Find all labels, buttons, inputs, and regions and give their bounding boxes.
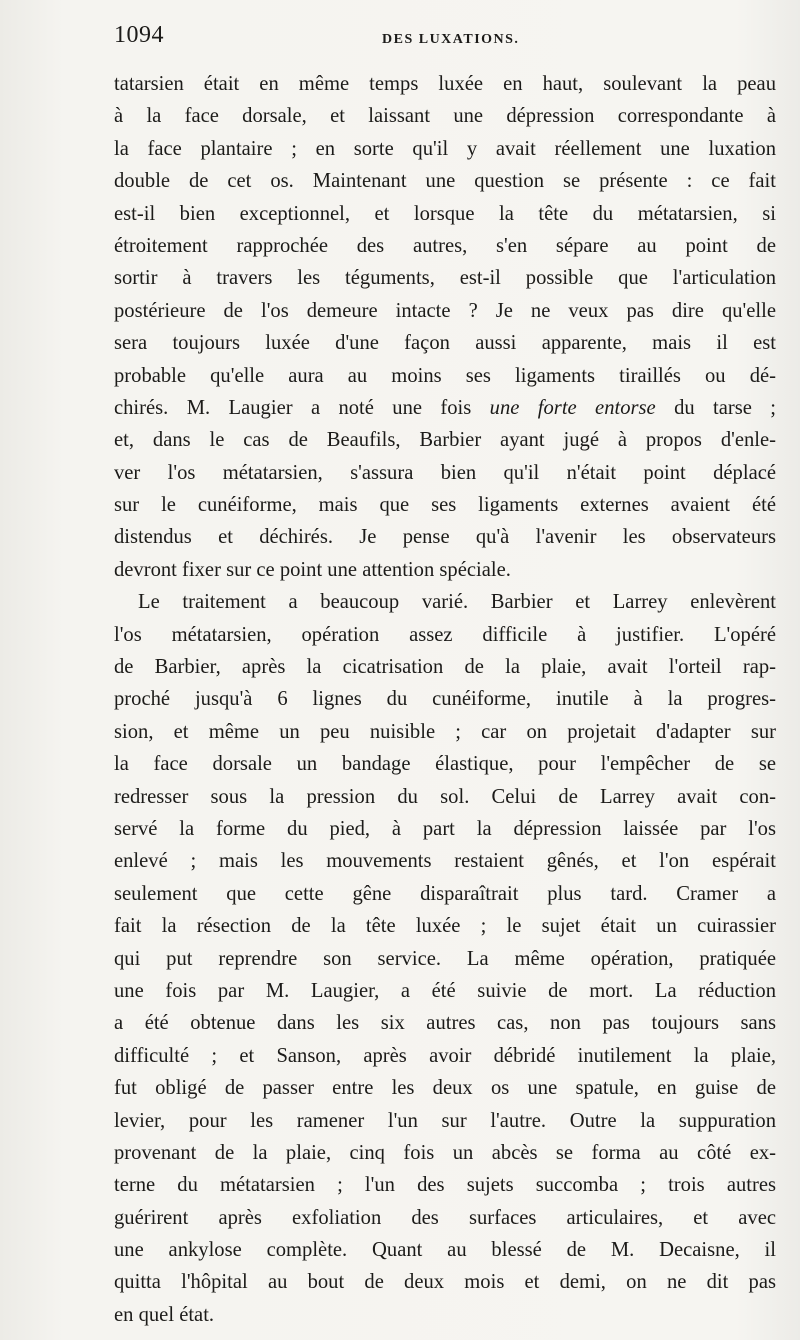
text-line: sera toujours luxée d'une façon aussi apparente, mais il est bbox=[114, 332, 776, 355]
text-line: fait la résection de la tête luxée ; le sujet était un cuirassier bbox=[114, 915, 776, 938]
text-line: de Barbier, après la cicatrisation de la plaie, avait l'orteil rap- bbox=[114, 656, 776, 679]
text-line: proché jusqu'à 6 lignes du cunéiforme, inutile à la progres- bbox=[114, 688, 776, 711]
text-line: en quel état. bbox=[114, 1303, 215, 1326]
running-head: DES LUXATIONS. bbox=[382, 32, 520, 47]
text-line: la face dorsale un bandage élastique, pour l'empêcher de se bbox=[114, 753, 776, 776]
text-line: double de cet os. Maintenant une question se présente : ce fait bbox=[114, 170, 776, 193]
text-line: sortir à travers les téguments, est-il possible que l'articulation bbox=[114, 267, 776, 290]
text-line: difficulté ; et Sanson, après avoir débridé inutilement la plaie, bbox=[114, 1044, 776, 1067]
text-line: distendus et déchirés. Je pense qu'à l'avenir les observateurs bbox=[114, 526, 776, 549]
text-line: chirés. M. Laugier a noté une fois une forte entorse du tarse ; bbox=[114, 396, 777, 419]
text-line: étroitement rapprochée des autres, s'en sépare au point de bbox=[114, 234, 776, 257]
text-line: sion, et même un peu nuisible ; car on projetait d'adapter sur bbox=[114, 720, 776, 743]
text-line: devront fixer sur ce point une attention spéciale. bbox=[114, 558, 511, 581]
paragraph bbox=[114, 586, 776, 1331]
text-line: et, dans le cas de Beaufils, Barbier ayant jugé à propos d'enle- bbox=[114, 429, 776, 452]
text-line: ver l'os métatarsien, s'assura bien qu'il n'était point déplacé bbox=[114, 461, 776, 484]
text-line: enlevé ; mais les mouvements restaient gênés, et l'on espérait bbox=[114, 850, 776, 873]
text-line: a été obtenue dans les six autres cas, non pas toujours sans bbox=[114, 1012, 776, 1035]
text-line: servé la forme du pied, à part la dépression laissée par l'os bbox=[114, 817, 776, 840]
text-line: quitta l'hôpital au bout de deux mois et demi, on ne dit pas bbox=[114, 1271, 776, 1294]
text-line: provenant de la plaie, cinq fois un abcès se forma au côté ex- bbox=[114, 1141, 776, 1164]
text-line: redresser sous la pression du sol. Celui de Larrey avait con- bbox=[114, 785, 776, 808]
text-line: guérirent après exfoliation des surfaces articulaires, et avec bbox=[114, 1206, 776, 1229]
text-line: qui put reprendre son service. La même opération, pratiquée bbox=[114, 947, 776, 970]
italic-text: une forte entorse bbox=[489, 396, 656, 419]
page-header bbox=[114, 22, 774, 56]
text-line: tatarsien était en même temps luxée en haut, soulevant la peau bbox=[114, 73, 776, 95]
text-line: une fois par M. Laugier, a été suivie de mort. La réduction bbox=[114, 979, 776, 1002]
text-line: postérieure de l'os demeure intacte ? Je ne veux pas dire qu'elle bbox=[114, 299, 776, 322]
page-number: 1094 bbox=[114, 22, 164, 48]
text-line: terne du métatarsien ; l'un des sujets succomba ; trois autres bbox=[114, 1174, 776, 1197]
text-line: l'os métatarsien, opération assez difficile à justifier. L'opéré bbox=[114, 623, 776, 646]
text-line: une ankylose complète. Quant au blessé de M. Decaisne, il bbox=[114, 1239, 776, 1262]
text-line: est-il bien exceptionnel, et lorsque la tête du métatarsien, si bbox=[114, 202, 776, 225]
text-line: la face plantaire ; en sorte qu'il y avait réellement une luxation bbox=[114, 137, 776, 160]
text-line: Le traitement a beaucoup varié. Barbier et Larrey enlevèrent bbox=[138, 591, 776, 614]
text-line: seulement que cette gêne disparaîtrait plus tard. Cramer a bbox=[114, 882, 776, 905]
text-line: probable qu'elle aura au moins ses ligaments tiraillés ou dé- bbox=[114, 364, 776, 387]
text-line: levier, pour les ramener l'un sur l'autre. Outre la suppuration bbox=[114, 1109, 776, 1132]
body-text bbox=[114, 68, 776, 1331]
text-line: à la face dorsale, et laissant une dépression correspondante à bbox=[114, 105, 776, 128]
paragraph bbox=[114, 68, 776, 586]
text-line: fut obligé de passer entre les deux os une spatule, en guise de bbox=[114, 1077, 776, 1100]
text-line: sur le cunéiforme, mais que ses ligaments externes avaient été bbox=[114, 494, 776, 517]
